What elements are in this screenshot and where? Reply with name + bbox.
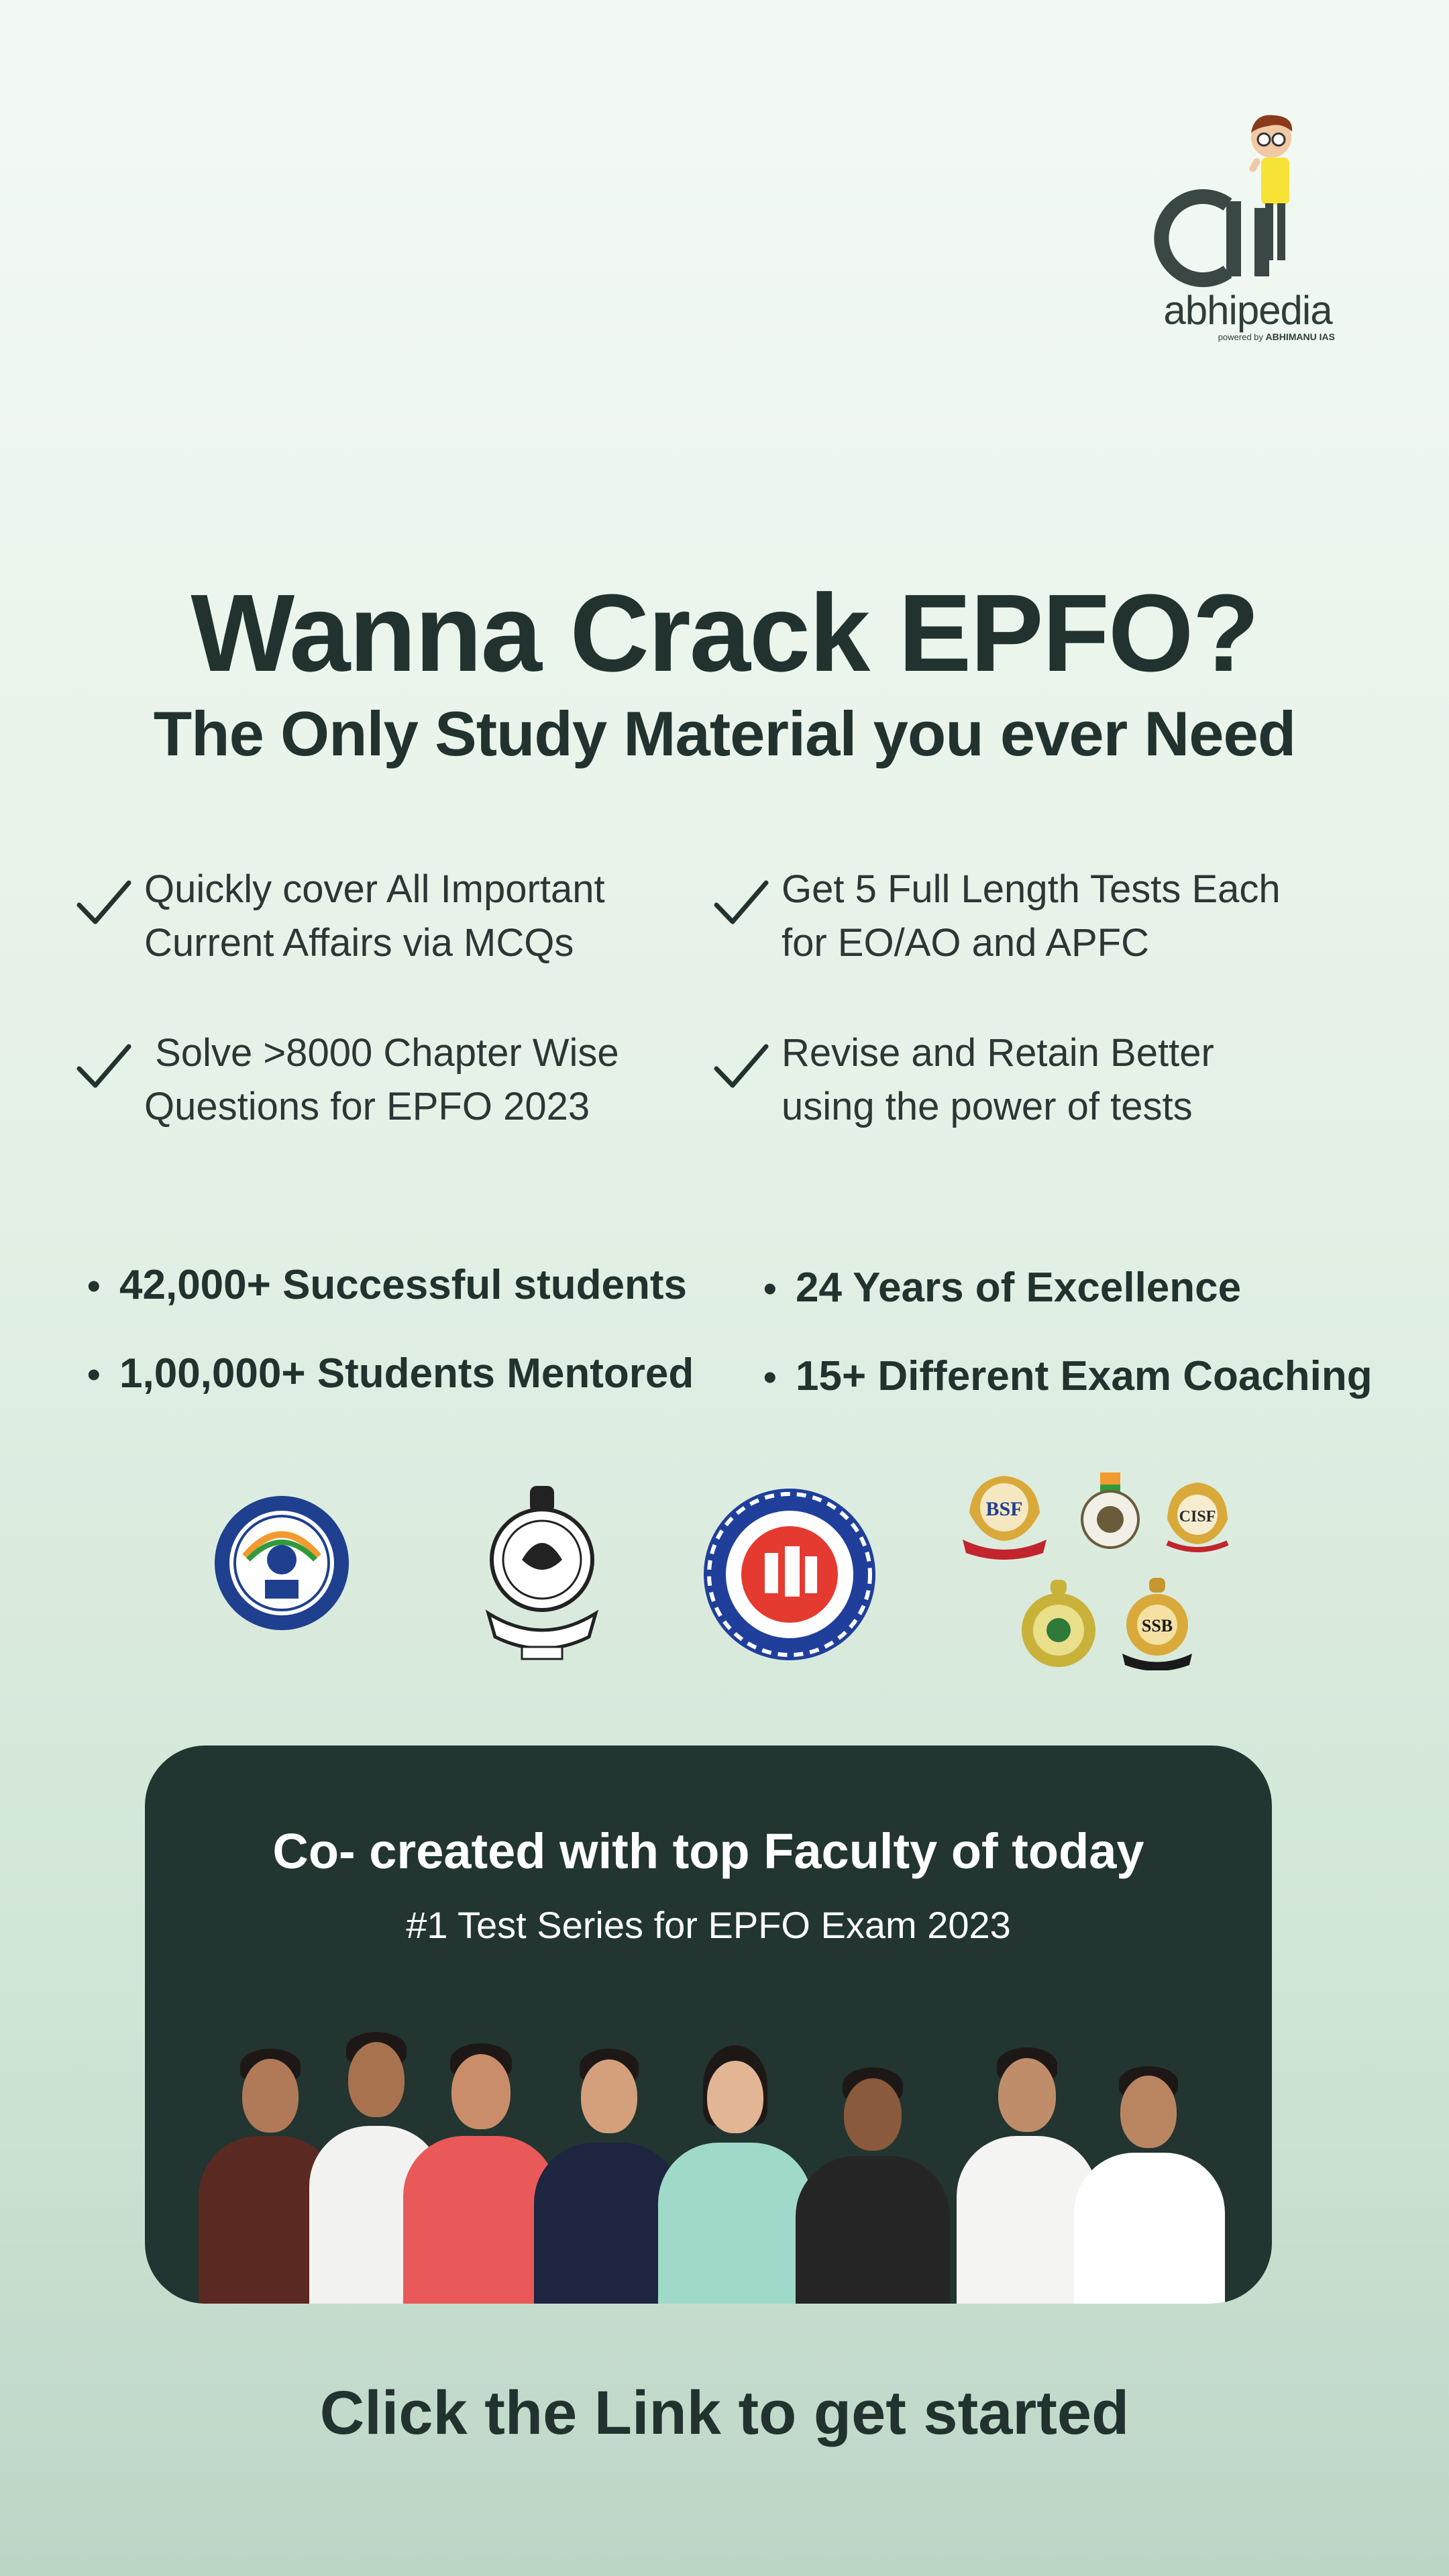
faculty-card bbox=[145, 1746, 1272, 2304]
logo-tagline-name: ABHIMANU IAS bbox=[1265, 331, 1335, 342]
subheadline: The Only Study Material you ever Need bbox=[153, 698, 1296, 769]
cisf-badge-text: CISF bbox=[1179, 1508, 1216, 1525]
card-title: Co- created with top Faculty of today bbox=[272, 1823, 1144, 1879]
bsf-badge-icon bbox=[959, 1466, 1050, 1560]
cisf-badge-icon bbox=[1161, 1469, 1234, 1556]
logo-wordmark: abhipedia bbox=[1163, 288, 1332, 333]
check-icon bbox=[74, 875, 134, 935]
feature-text: Solve >8000 Chapter Wise Questions for EPFO 2023 bbox=[144, 1031, 619, 1128]
logo-tagline bbox=[1140, 331, 1335, 342]
ssb-badge-icon bbox=[1117, 1576, 1197, 1670]
crpf-badge-icon bbox=[1073, 1469, 1147, 1556]
stat-item: • 24 Years of Excellence bbox=[763, 1264, 1241, 1311]
feature-text: Quickly cover All Important Current Affairs via MCQs bbox=[144, 867, 605, 965]
ssc-emblem-icon bbox=[475, 1479, 609, 1664]
cta-text[interactable]: Click the Link to get started bbox=[319, 2379, 1130, 2447]
card-subtitle: #1 Test Series for EPFO Exam 2023 bbox=[406, 1904, 1011, 1946]
faculty-photo bbox=[789, 2055, 957, 2304]
itbp-badge-icon bbox=[1018, 1576, 1099, 1670]
bsf-badge-text: BSF bbox=[985, 1498, 1023, 1520]
logo-tagline-prefix: powered by bbox=[1218, 332, 1263, 342]
headline: Wanna Crack EPFO? bbox=[191, 572, 1258, 694]
ssb-badge-text: SSB bbox=[1141, 1616, 1173, 1635]
check-icon bbox=[711, 1038, 771, 1099]
check-icon bbox=[711, 875, 771, 935]
upsc-emblem-icon bbox=[211, 1493, 352, 1633]
feature-text: Get 5 Full Length Tests Each for EO/AO and APFC bbox=[782, 867, 1281, 965]
feature-text: Revise and Retain Better using the power of tests bbox=[782, 1031, 1214, 1128]
check-icon bbox=[74, 1038, 134, 1099]
stat-item: • 42,000+ Successful students bbox=[87, 1261, 687, 1309]
epfo-emblem-icon bbox=[701, 1486, 879, 1664]
stat-item: • 1,00,000+ Students Mentored bbox=[87, 1350, 694, 1397]
stat-item: • 15+ Different Exam Coaching bbox=[763, 1352, 1373, 1400]
faculty-photo bbox=[1064, 2055, 1232, 2304]
